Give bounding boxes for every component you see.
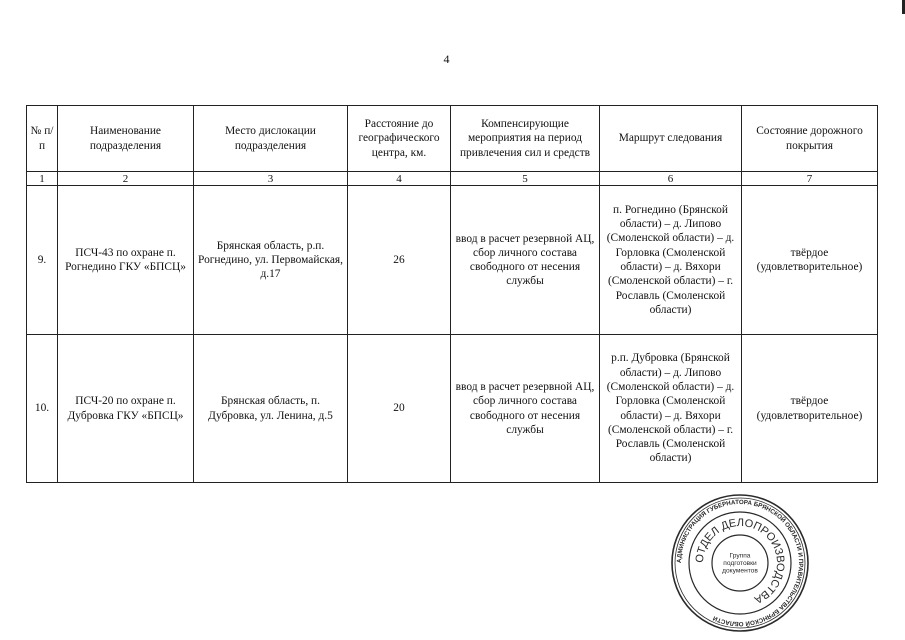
- header-cell-unit: Наименование подразделения: [58, 106, 194, 172]
- distance-value: 20: [348, 335, 451, 483]
- unit-name: ПСЧ-20 по охране п. Дубровка ГКУ «БПСЦ»: [58, 335, 194, 483]
- stamp-center-text: [722, 553, 758, 575]
- header-cell-measures: Компенсирующие мероприятия на период привлечения сил и средств: [451, 106, 600, 172]
- row-number: 9.: [27, 186, 58, 335]
- unit-name: ПСЧ-43 по охране п. Рогнедино ГКУ «БПСЦ»: [58, 186, 194, 335]
- header-cell-num: № п/п: [27, 106, 58, 172]
- column-number-row: [27, 172, 878, 186]
- header-cell-route: Маршрут следования: [600, 106, 742, 172]
- stamp-center-line: документов: [722, 567, 758, 575]
- compensating-measures: ввод в расчет резервной АЦ, сбор личного состава свободного от несения службы: [451, 186, 600, 335]
- unit-location: Брянская область, р.п. Рогнедино, ул. Первомайская, д.17: [194, 186, 348, 335]
- column-number-cell: 3: [194, 172, 348, 186]
- road-condition: твёрдое (удовлетворительное): [742, 335, 878, 483]
- stamp-center-line: подготовки: [723, 560, 757, 567]
- units-table: [26, 105, 878, 483]
- distance-value: 26: [348, 186, 451, 335]
- unit-location: Брянская область, п. Дубровка, ул. Ленина, д.5: [194, 335, 348, 483]
- office-stamp: [670, 493, 810, 633]
- road-condition: твёрдое (удовлетворительное): [742, 186, 878, 335]
- compensating-measures: ввод в расчет резервной АЦ, сбор личного состава свободного от несения службы: [451, 335, 600, 483]
- stamp-center-line: Группа: [729, 552, 751, 560]
- column-number-cell: 4: [348, 172, 451, 186]
- header-cell-location: Место дислокации подразделения: [194, 106, 348, 172]
- column-number-cell: 7: [742, 172, 878, 186]
- column-number-cell: 5: [451, 172, 600, 186]
- table-row: [27, 186, 878, 335]
- header-cell-road: Состояние дорожного покрытия: [742, 106, 878, 172]
- route: р.п. Дубровка (Брянской области) – д. Липово (Смоленской области) – д. Горловка (Смоленской области) – д. Вяхори (Смоленской области) – г. Рославль (Смоленской области): [600, 335, 742, 483]
- column-number-cell: 1: [27, 172, 58, 186]
- page-number: 4: [443, 52, 450, 66]
- table-row: [27, 335, 878, 483]
- column-number-cell: 2: [58, 172, 194, 186]
- table-header-row: [27, 106, 878, 172]
- stamp-inner-text: ОТДЕЛ ДЕЛОПРОИЗВОДСТВА: [693, 516, 787, 606]
- stamp-outer-text: АДМИНИСТРАЦИЯ ГУБЕРНАТОРА БРЯНСКОЙ ОБЛАСТИ И ПРАВИТЕЛЬСТВА БРЯНСКОЙ ОБЛАСТИ: [675, 498, 805, 628]
- row-number: 10.: [27, 335, 58, 483]
- header-cell-distance: Расстояние до географического центра, км.: [348, 106, 451, 172]
- route: п. Рогнедино (Брянской области) – д. Липово (Смоленской области) – д. Горловка (Смоленской области) – д. Вяхори (Смоленской области) – г. Рославль (Смоленской области): [600, 186, 742, 335]
- column-number-cell: 6: [600, 172, 742, 186]
